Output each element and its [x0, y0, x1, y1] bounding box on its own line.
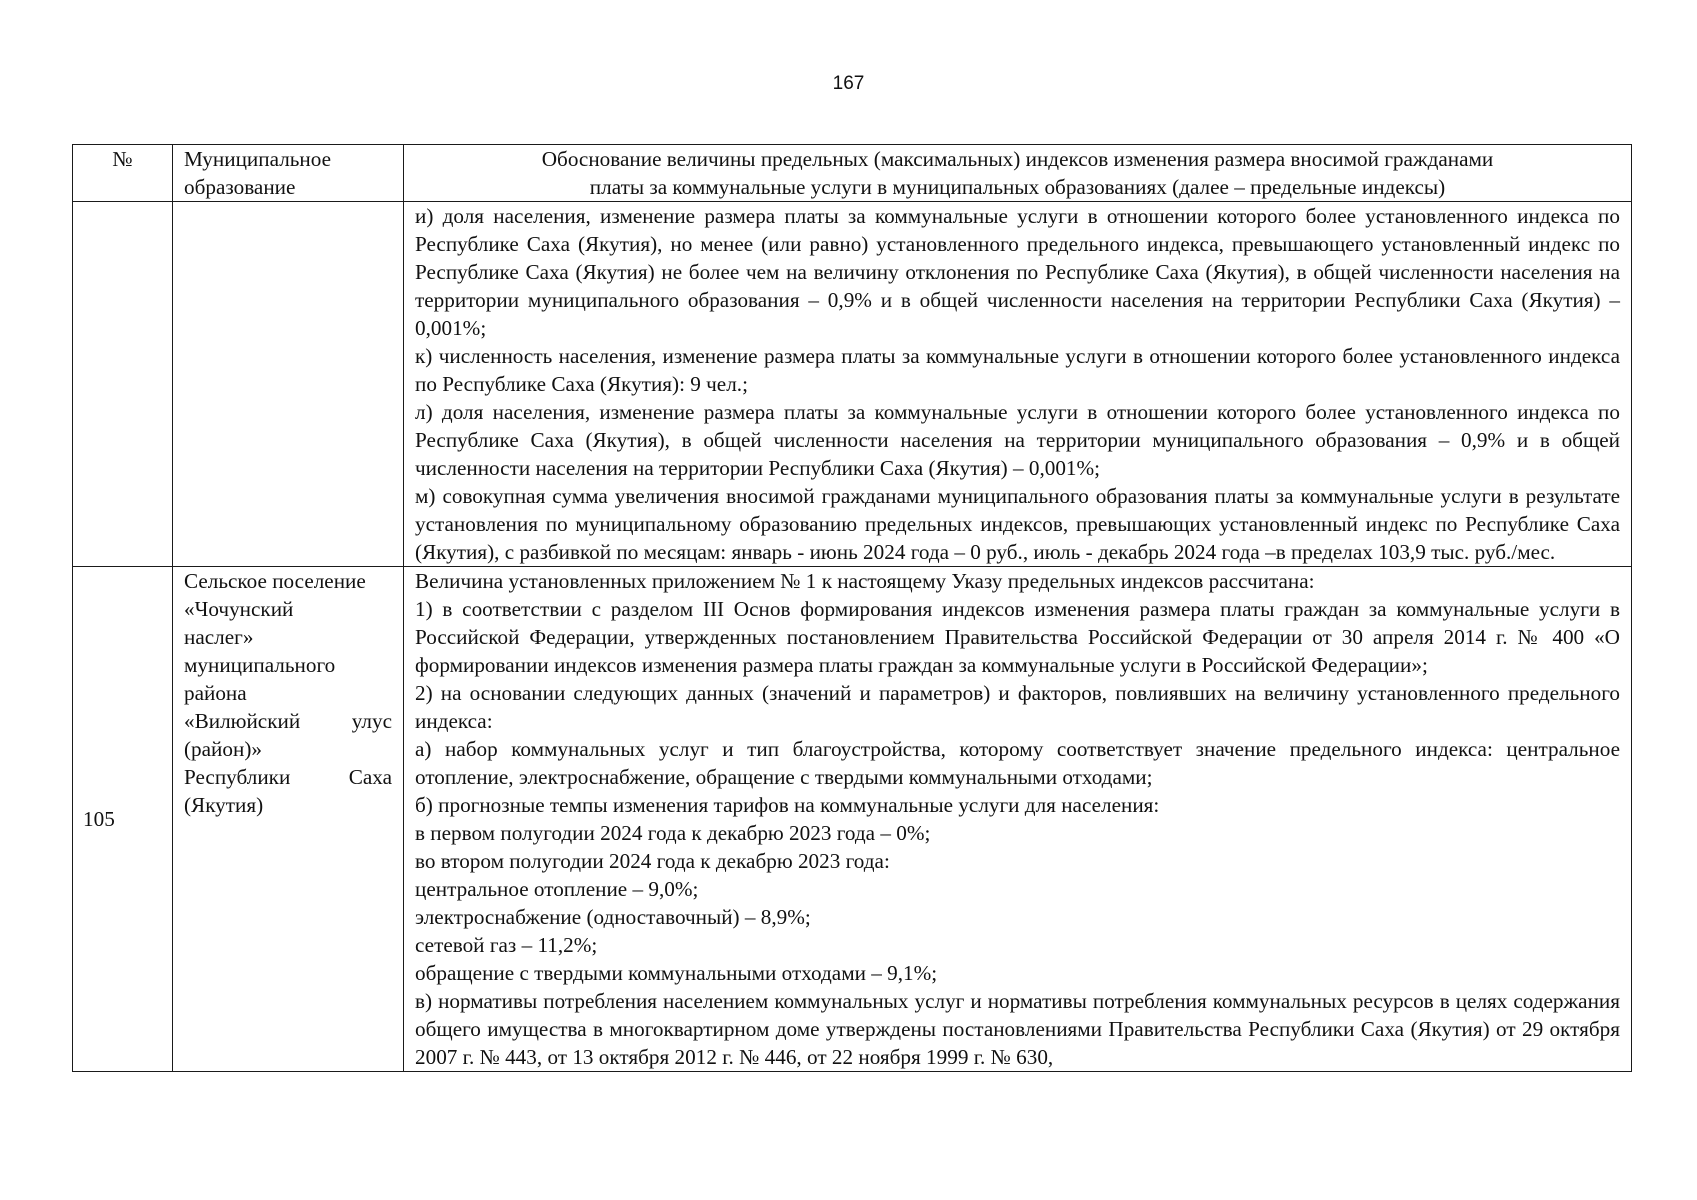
- paragraph-b: б) прогнозные темпы изменения тарифов на коммунальные услуги для населения:: [415, 793, 1160, 817]
- header-justification: [404, 145, 1632, 202]
- header-number-label: №: [112, 147, 133, 171]
- header-justification-line2: платы за коммунальные услуги в муниципальных образованиях (далее – предельные индексы): [589, 175, 1446, 199]
- municipality-line: «Вилюйский улус: [184, 709, 392, 733]
- tariff-first-half: в первом полугодии 2024 года к декабрю 2023 года – 0%;: [415, 821, 931, 845]
- paragraph-k: к) численность населения, изменение размера платы за коммунальные услуги в отношении которого более установленного индекса по Республике Саха (Якутия): 9 чел.;: [415, 344, 1620, 396]
- municipality-line: Республики Саха: [184, 765, 392, 789]
- paragraph-2: 2) на основании следующих данных (значений и параметров) и факторов, повлиявших на величину установленного предельного индекса:: [415, 681, 1620, 733]
- tariff-solid-waste: обращение с твердыми коммунальными отходами – 9,1%;: [415, 961, 938, 985]
- header-number: [73, 145, 173, 202]
- tariff-electricity: электроснабжение (одноставочный) – 8,9%;: [415, 905, 811, 929]
- cell-municipality-105: [173, 567, 404, 1072]
- header-justification-line1: Обоснование величины предельных (максимальных) индексов изменения размера вносимой гражданами: [541, 147, 1494, 171]
- municipality-line: (Якутия): [184, 793, 264, 817]
- municipality-line: наслег»: [184, 625, 254, 649]
- municipality-line: «Чочунский: [184, 597, 294, 621]
- tariff-gas: сетевой газ – 11,2%;: [415, 933, 598, 957]
- cell-number-105: 105: [73, 567, 173, 1072]
- tariff-heating: центральное отопление – 9,0%;: [415, 877, 699, 901]
- paragraph-1: 1) в соответствии с разделом III Основ формирования индексов изменения размера платы граждан за коммунальные услуги в Российской Федерации, утвержденных постановлением Правительства Российской Федерации от 30 апреля 2014 г. № 400 «О формировании индексов изменения размера платы граждан за коммунальные услуги в Российской Федерации»;: [415, 597, 1620, 677]
- cell-justification-105: [404, 567, 1632, 1072]
- table-row-continuation: [73, 202, 1632, 567]
- paragraph-a: а) набор коммунальных услуг и тип благоустройства, которому соответствует значение предельного индекса: центральное отопление, электроснабжение, обращение с твердыми коммунальными отходами;: [415, 737, 1620, 789]
- tariff-second-half: во втором полугодии 2024 года к декабрю 2023 года:: [415, 849, 890, 873]
- cell-municipality-continuation: [173, 202, 404, 567]
- paragraph-v: в) нормативы потребления населением коммунальных услуг и нормативы потребления коммунальных ресурсов в целях содержания общего имущества в многоквартирном доме утверждены постановлениями Правительства Республики Саха (Якутия) от 29 октября 2007 г. № 443, от 13 октября 2012 г. № 446, от 22 ноября 1999 г. № 630,: [415, 989, 1620, 1069]
- header-municipality-line1: Муниципальное: [184, 147, 332, 171]
- header-municipality-line2: образование: [184, 175, 296, 199]
- table-header-row: [73, 145, 1632, 202]
- cell-justification-continuation: [404, 202, 1632, 567]
- paragraph-l: л) доля населения, изменение размера платы за коммунальные услуги в отношении которого более установленного индекса по Республике Саха (Якутия), в общей численности населения на территории муниципального образования – 0,9% и в общей численности населения на территории Республики Саха (Якутия) – 0,001%;: [415, 400, 1620, 480]
- paragraph-intro: Величина установленных приложением № 1 к настоящему Указу предельных индексов рассчитана:: [415, 569, 1315, 593]
- indices-table: [72, 144, 1632, 1072]
- municipality-line: района: [184, 681, 247, 705]
- paragraph-m: м) совокупная сумма увеличения вносимой гражданами муниципального образования платы за коммунальные услуги в результате установления по муниципальному образованию предельных индексов, превышающих установленный индекс по Республике Саха (Якутия), с разбивкой по месяцам: январь - июнь 2024 года – 0 руб., июль - декабрь 2024 года –в пределах 103,9 тыс. руб./мес.: [415, 484, 1620, 564]
- cell-number-continuation: [73, 202, 173, 567]
- municipality-line: муниципального: [184, 653, 336, 677]
- paragraph-i: и) доля населения, изменение размера платы за коммунальные услуги в отношении которого более установленного индекса по Республике Саха (Якутия), но менее (или равно) установленного предельного индекса, превышающего установленный индекс по Республике Саха (Якутия) не более чем на величину отклонения по Республике Саха (Якутия), в общей численности населения на территории муниципального образования – 0,9% и в общей численности населения на территории Республики Саха (Якутия) – 0,001%;: [415, 204, 1620, 340]
- page-number: 167: [832, 73, 865, 94]
- table-row-105: [73, 567, 1632, 1072]
- municipality-line: (район)»: [184, 737, 262, 761]
- municipality-line: Сельское поселение: [184, 569, 366, 593]
- header-municipality: [173, 145, 404, 202]
